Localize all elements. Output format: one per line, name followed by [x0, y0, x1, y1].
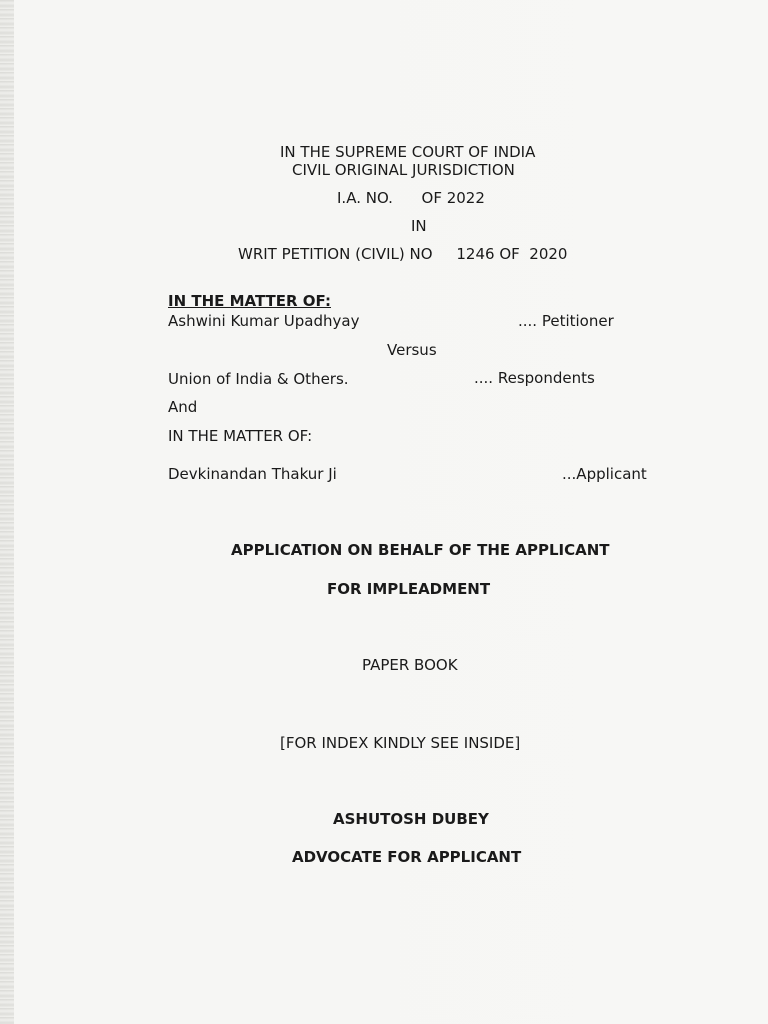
versus: Versus: [387, 341, 437, 359]
respondent-role: .... Respondents: [474, 369, 595, 387]
application-title: APPLICATION ON BEHALF OF THE APPLICANT: [231, 541, 610, 559]
matter-heading-second: IN THE MATTER OF:: [168, 427, 313, 445]
ia-number: I.A. NO. OF 2022: [337, 189, 485, 207]
paper-book-label: PAPER BOOK: [362, 656, 458, 674]
application-subtitle: FOR IMPLEADMENT: [327, 580, 491, 598]
applicant-name: Devkinandan Thakur Ji: [168, 465, 337, 483]
advocate-role: ADVOCATE FOR APPLICANT: [292, 848, 522, 866]
in-connector: IN: [411, 217, 427, 235]
matter-heading: IN THE MATTER OF:: [168, 292, 331, 310]
court-name: IN THE SUPREME COURT OF INDIA: [280, 143, 536, 161]
applicant-role: ...Applicant: [562, 465, 647, 483]
scan-edge-decoration: [0, 0, 14, 1024]
jurisdiction: CIVIL ORIGINAL JURISDICTION: [292, 161, 515, 179]
and-connector: And: [168, 398, 198, 416]
petitioner-role: .... Petitioner: [518, 312, 614, 330]
writ-petition-number: WRIT PETITION (CIVIL) NO 1246 OF 2020: [238, 245, 568, 263]
advocate-name: ASHUTOSH DUBEY: [333, 810, 489, 828]
petitioner-name: Ashwini Kumar Upadhyay: [168, 312, 360, 330]
index-note: [FOR INDEX KINDLY SEE INSIDE]: [280, 734, 521, 752]
respondent-name: Union of India & Others.: [168, 370, 349, 388]
